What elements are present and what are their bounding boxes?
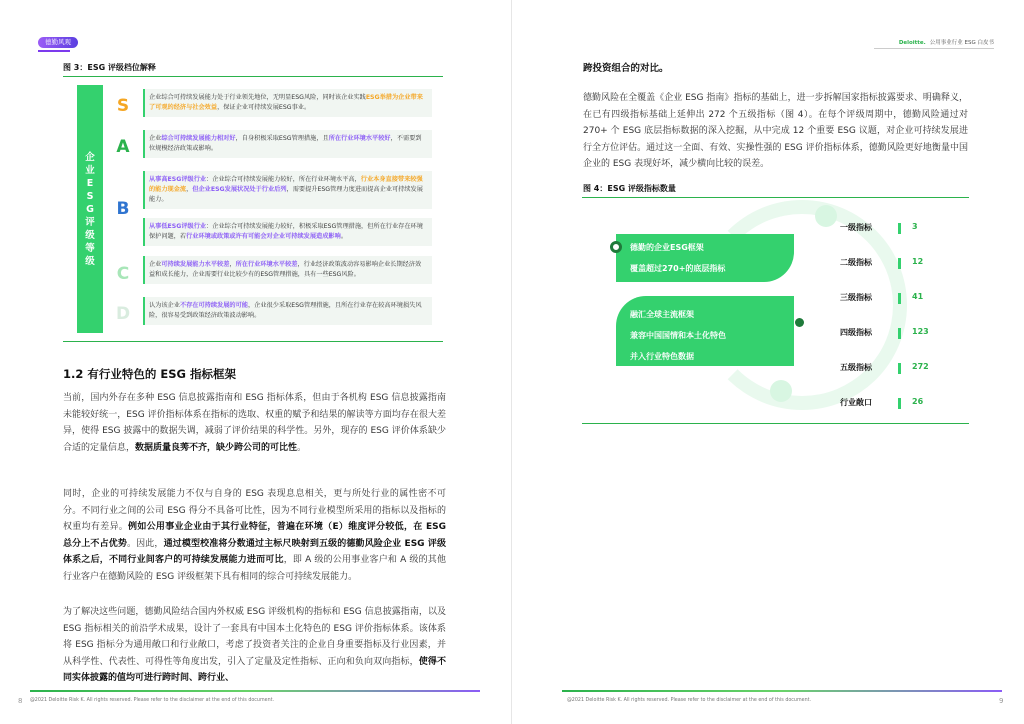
paragraph-bold: 使得不同实体披露的值均可进行跨时间、跨行业、	[63, 656, 446, 683]
indicator-row	[840, 327, 960, 341]
grade-highlight: 但企业ESG发展状况处于行业后列	[192, 186, 287, 193]
framework-line: 融汇全球主流框架	[630, 310, 694, 319]
running-header	[899, 38, 994, 46]
side-char: 等	[85, 242, 95, 254]
grade-highlight: 行业环境或政策或许有可能会对企业可持续发展造成影响	[186, 233, 341, 240]
grade-d-letter: D	[115, 304, 131, 324]
figure-3-grade-table	[77, 85, 432, 333]
indicator-label: 行业敞口	[840, 398, 872, 407]
grade-text: 企业综合可持续发展能力处于行业领先地位，无明显ESG风险，同时该企业实践	[149, 94, 366, 101]
paragraph-text: 。因此，	[127, 538, 164, 549]
grade-text: ，保证企业可持续发展ESG事业。	[217, 104, 311, 111]
footer-copyright: @2021 Deloitte Risk K. All rights reserved. Please refer to the disclaimer at the end of this document.	[567, 698, 812, 703]
body-paragraph-1	[63, 390, 446, 456]
footer-gradient-line	[562, 690, 1002, 692]
body-paragraph: 德勤风险在全覆盖《企业 ESG 指南》指标的基础上，进一步拆解国家指标披露要求、明确释义，在已有四级指标基础上延伸出 272 个五级指标（图 4）。在每个评级周期中，德勤风险通过对 270+ 个 ESG 底层指标数据的深入挖掘，从中完成 12 个重要 ESG 议题，对企业可持续发展进行全方位评估。通过这一全面、有效、实操性强的 ESG 评价指标体系，德勤风险更好地衡量中国企业的 ESG 表现好坏，减少横向比较的误差。	[583, 93, 968, 169]
figure-4-caption: 图 4：ESG 评级指标数量	[583, 184, 676, 193]
grade-a-letter: A	[116, 137, 130, 157]
grade-text: 企业	[149, 135, 162, 142]
indicator-bar	[898, 398, 901, 409]
footer-gradient-line	[30, 690, 480, 692]
side-char: 业	[85, 164, 95, 176]
indicator-row	[840, 397, 960, 411]
indicator-row	[840, 292, 960, 306]
page-number: 8	[18, 697, 23, 705]
indicator-value: 41	[912, 292, 924, 301]
right-page	[512, 0, 1024, 724]
paragraph-text: 。	[297, 442, 307, 453]
grade-text: ，不需要到位规模经济政策或影响。	[149, 135, 422, 152]
grade-s-description	[143, 89, 432, 117]
grade-highlight: 从事高ESG评级行业	[149, 176, 207, 183]
side-char: G	[86, 203, 94, 215]
paragraph-text: 同时，企业的可持续发展能力不仅与自身的 ESG 表现息息相关，更与所处行业的属性密不可分。不同行业之间的公司 ESG 得分不具备可比性，因为不同行业模型所采用的指标以及指标的权重均有差异。	[63, 489, 446, 532]
paragraph-text: ，即 A 级的公用事业客户和 A 级的其他行业客户在德勤风险的 ESG 评级框架下具有相同的综合可持续发展能力。	[63, 555, 446, 582]
grade-text: ，企业很少采取ESG管理措施，且所在行业存在较高环境损失风险，很容易受到政策经济政策波动影响。	[149, 302, 422, 319]
side-char: E	[86, 177, 94, 189]
grade-b-letter: B	[116, 199, 130, 219]
grade-text: ，	[229, 261, 236, 268]
paragraph-text: 为了解决这些问题，德勤风险结合国内外权威 ESG 评级机构的指标和 ESG 信息披露指南，以及 ESG 指标相关的前沿学术成果，设计了一套具有中国本土化特色的 ESG 评价指标体系。该体系将 ESG 指标分为通用敞口和行业敞口，考虑了投资者关注的企业自身重要指标及行业因素，并从科学性、代表性、可得性等角度出发，引入了定量及定性指标、正向和负向双向指标，	[63, 607, 446, 667]
decorative-dot	[770, 380, 792, 402]
indicator-bar	[898, 363, 901, 374]
side-char: 级	[85, 255, 95, 267]
grade-text: ，自身积极采取ESG管理措施，且	[235, 135, 329, 142]
side-char: 级	[85, 229, 95, 241]
grade-text: ，	[186, 186, 193, 193]
grade-highlight: 所在行业环境水平较差	[235, 261, 298, 268]
paragraph-bold: 数据质量良莠不齐，缺少跨公司的可比性	[135, 442, 298, 453]
grade-text: 。	[340, 233, 347, 240]
indicator-bar	[898, 328, 901, 339]
grade-text: 企业	[149, 261, 162, 268]
page-number: 9	[999, 697, 1004, 705]
indicator-value: 123	[912, 327, 929, 336]
footer-copyright: @2021 Deloitte Risk K. All rights reserved. Please refer to the disclaimer at the end of this document.	[30, 698, 275, 703]
indicator-bar	[898, 223, 901, 234]
figure-3-top-rule	[63, 76, 443, 77]
framework-box-1	[616, 234, 794, 282]
indicator-label: 四级指标	[840, 328, 872, 337]
indicator-row	[840, 257, 960, 271]
marker-dot	[610, 241, 622, 253]
indicator-label: 五级指标	[840, 363, 872, 372]
grade-highlight: 从事低ESG评级行业	[149, 223, 207, 230]
framework-box-2	[616, 296, 794, 366]
brand-logo: Deloitte.	[898, 40, 926, 46]
grade-side-label	[77, 85, 103, 333]
body-paragraph-3	[63, 604, 446, 687]
side-char: 评	[85, 216, 95, 228]
indicator-value: 26	[912, 397, 924, 406]
indicator-label: 二级指标	[840, 258, 872, 267]
figure-4-top-rule	[582, 197, 969, 198]
grade-b-description-low	[143, 218, 432, 246]
framework-line: 并入行业特色数据	[630, 352, 694, 361]
indicator-value: 12	[912, 257, 924, 266]
figure-4-indicator-diagram	[582, 205, 969, 417]
side-char: S	[86, 190, 94, 202]
indicator-label: 三级指标	[840, 293, 872, 302]
paragraph-bold: 通过模型校准将分数通过主标尺映射到五级的德勤风险企业 ESG 评级体系之后，不同行业间客户的可持续发展能力进而可比	[63, 538, 446, 565]
grade-s-letter: S	[116, 96, 130, 116]
indicator-value: 272	[912, 362, 929, 371]
grade-text: ：企业综合可持续发展能力较好，积极采取ESG管理措施，但所在行业存在环境保护问题，若	[149, 223, 423, 240]
framework-line: 兼容中国国情和本土化特色	[630, 331, 726, 340]
indicator-bar	[898, 293, 901, 304]
decorative-dot	[815, 205, 837, 227]
grade-text: ，需要提升ESG管理力度进而提高企业可持续发展能力。	[149, 186, 423, 203]
figure-3-bottom-rule	[63, 341, 443, 342]
indicator-row	[840, 362, 960, 376]
grade-a-description	[143, 130, 432, 158]
indicator-label: 一级指标	[840, 223, 872, 232]
section-title: 1.2 有行业特色的 ESG 指标框架	[63, 367, 236, 381]
grade-c-letter: C	[116, 264, 130, 284]
grade-highlight: 综合可持续发展能力相对好	[161, 135, 236, 142]
grade-highlight: 可持续发展能力水平较差	[161, 261, 230, 268]
continued-heading: 跨投资组合的对比。	[583, 63, 669, 74]
grade-b-description-high	[143, 171, 432, 209]
grade-d-description	[143, 297, 432, 325]
header-underline	[874, 48, 994, 49]
paragraph-bold: 例如公用事业企业由于其行业特征，普遍在环境（E）维度评分较低，在 ESG 总分上不占优势	[63, 522, 446, 549]
side-char: 企	[85, 151, 95, 163]
indicator-value: 3	[912, 222, 918, 231]
grade-highlight: ESG举措为企业带来了可观的经济与社会效益	[149, 94, 423, 111]
body-paragraph-2	[63, 486, 446, 585]
grade-text: ，行业经济政策波动容易影响企业长期经济效益和成长能力，企业需要行业比较少有的ESG管理措施，具有一些ESG风险。	[149, 261, 422, 278]
indicator-row	[840, 222, 960, 236]
grade-text: ：企业综合可持续发展能力较好，所在行业环境水平高，	[206, 176, 361, 183]
grade-highlight: 不存在可持续发展的可能	[179, 302, 248, 309]
figure-3-caption: 图 3：ESG 评级档位解释	[63, 63, 156, 72]
framework-line: 覆盖超过270+的底层指标	[630, 264, 726, 273]
grade-text: 认为该企业	[149, 302, 180, 309]
paragraph-text: 当前，国内外存在多种 ESG 信息披露指南和 ESG 指标体系，但由于各机构 ESG 信息披露指南未能较好统一，ESG 评价指标体系在指标的选取、权重的赋予和结果的解读等方面均存在很大差异，使得 ESG 披露中的数据失调，减弱了评价结果的科学性。另外，现存的 ESG 评价体系缺少合适的定量信息，	[63, 393, 446, 453]
grade-highlight: 行业本身直接带来较强的能力现金流	[149, 176, 423, 193]
framework-line: 德勤的企业ESG框架	[630, 243, 704, 252]
header-title: 公用事业行业 ESG 白皮书	[929, 40, 994, 46]
figure-4-bottom-rule	[582, 423, 969, 424]
indicator-bar	[898, 258, 901, 269]
section-tag-underline	[38, 50, 70, 52]
section-tag: 德勤风观	[38, 37, 78, 48]
grade-c-description	[143, 256, 432, 284]
grade-highlight: 所在行业环境水平较好	[328, 135, 391, 142]
marker-dot	[795, 318, 804, 327]
